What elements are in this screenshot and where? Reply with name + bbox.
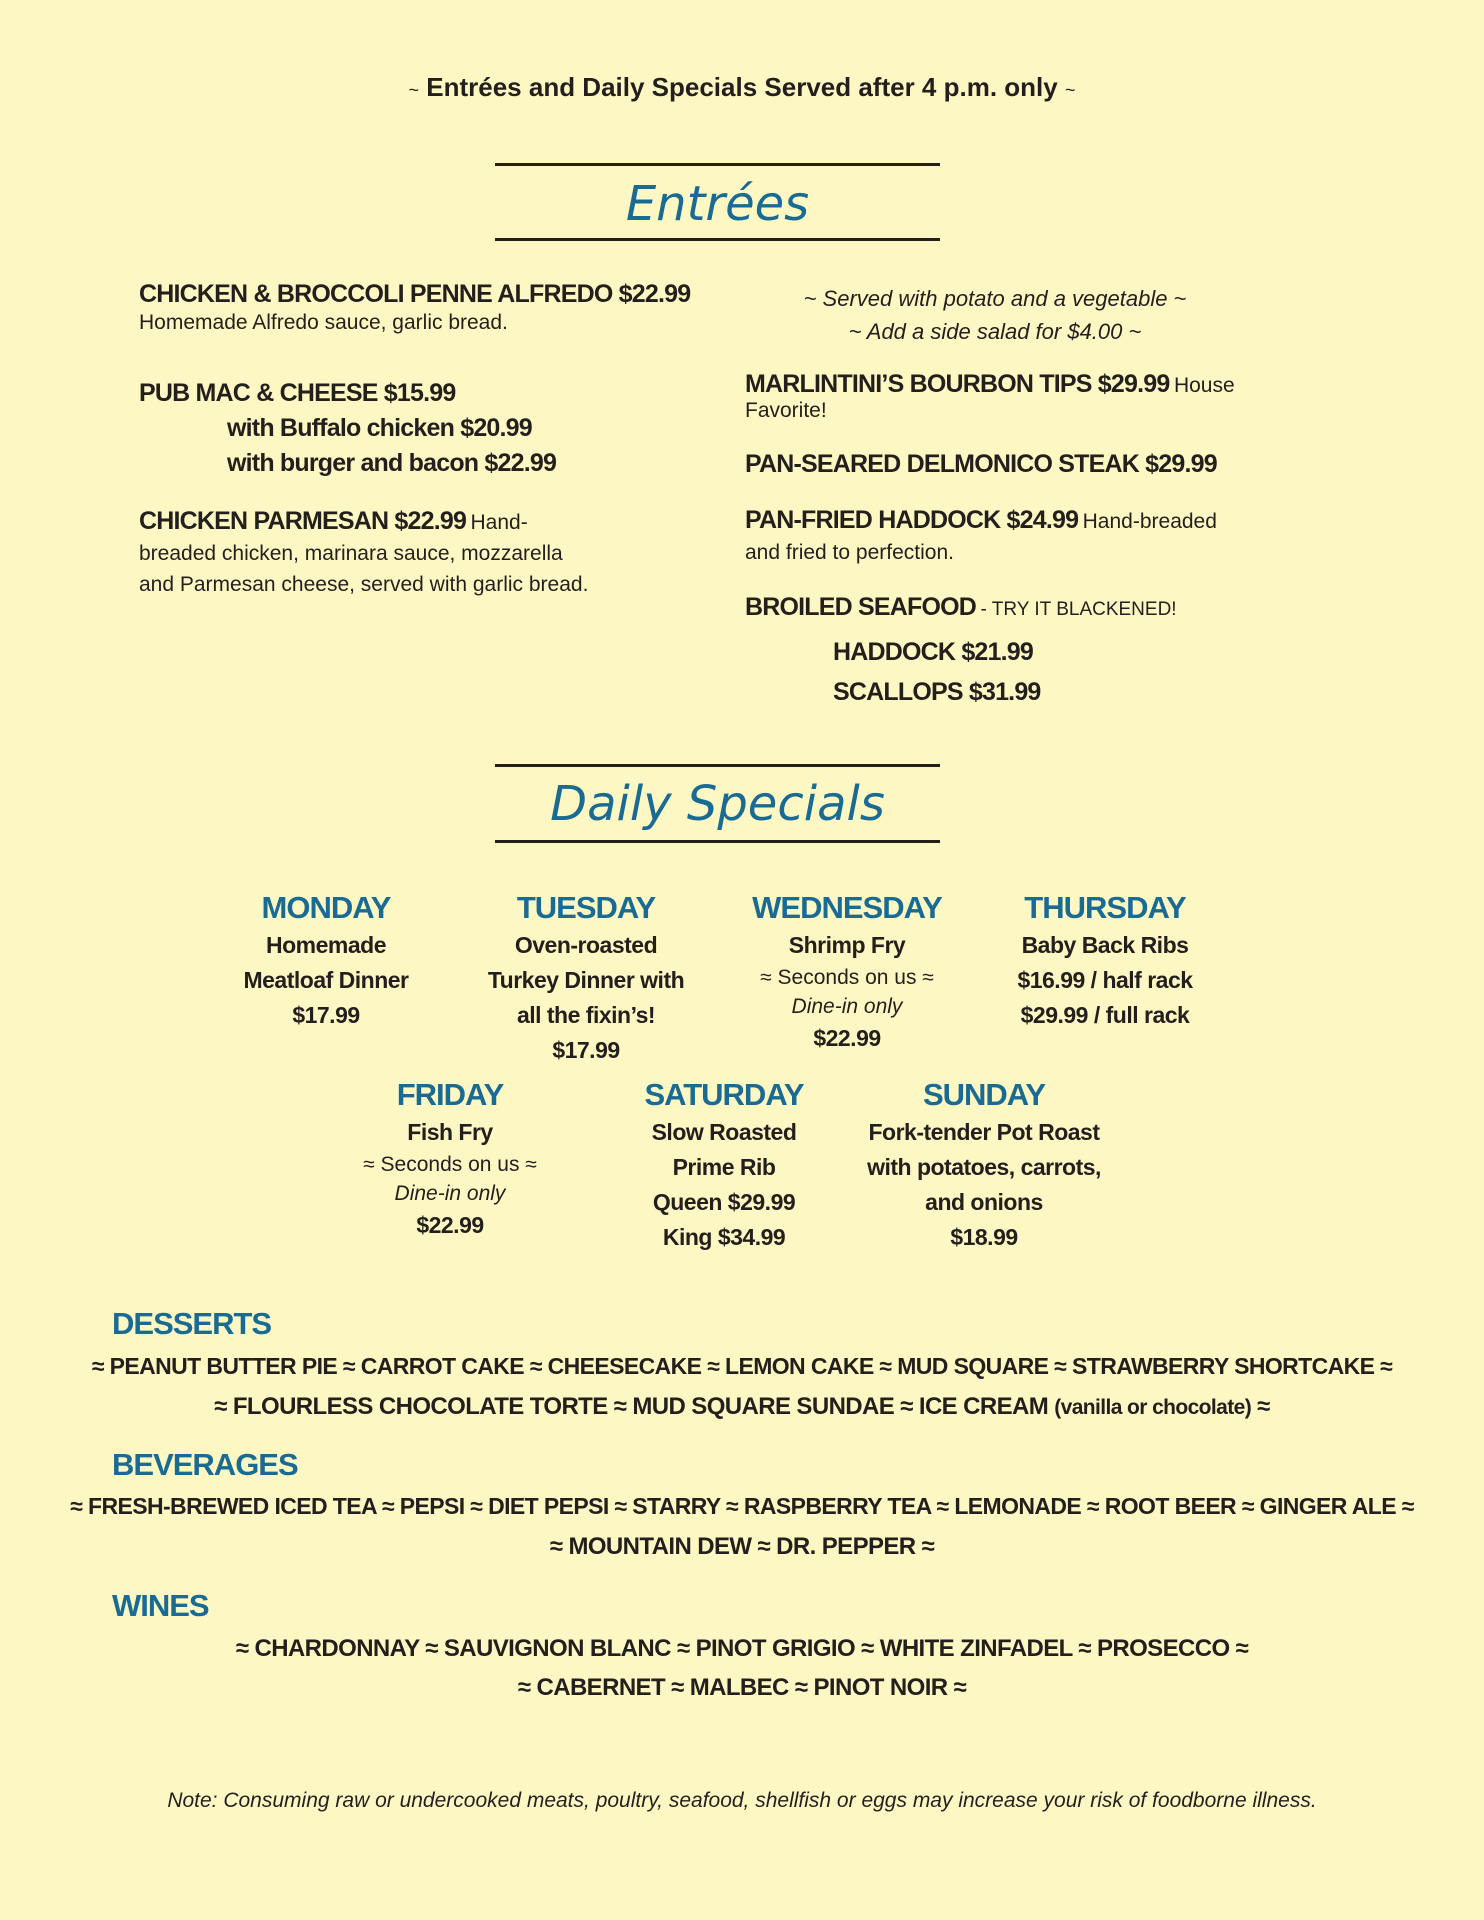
special-line: with potatoes, carrots, [867,1154,1101,1180]
special-price: $22.99 [813,1025,881,1051]
item-description: Hand-breaded and fried to perfection. [745,510,1217,564]
special-sunday [864,1075,1104,1255]
day-name: SATURDAY [644,1077,804,1112]
service-hours-notice [0,72,1484,103]
desserts-line-2-end: ≈ [1257,1393,1270,1420]
day-name: WEDNESDAY [752,890,942,925]
beverages-heading: BEVERAGES [112,1447,298,1482]
item-option: with burger and bacon $22.99 [227,449,557,477]
special-line: and onions [925,1189,1043,1215]
item-option: HADDOCK $21.99 [833,638,1033,666]
desserts-heading: DESSERTS [112,1306,272,1341]
special-line: Fish Fry [407,1119,493,1145]
served-with-line: ~ Served with potato and a vegetable ~ [803,286,1187,311]
special-line: Prime Rib [672,1154,776,1180]
desserts-line-2 [0,1393,1484,1421]
ice-cream-flavors: (vanilla or chocolate) [1054,1396,1252,1419]
wines-line-2: ≈ CABERNET ≈ MALBEC ≈ PINOT NOIR ≈ [517,1674,967,1701]
side-salad-line: ~ Add a side salad for $4.00 ~ [848,319,1142,344]
item-name: BROILED SEAFOOD [745,593,977,621]
special-line: Fork-tender Pot Roast [868,1119,1100,1145]
special-price: $17.99 [552,1037,620,1063]
special-line: Oven-roasted [514,932,658,958]
day-name: MONDAY [261,890,391,925]
special-price: $22.99 [416,1212,484,1238]
day-name: TUESDAY [516,890,656,925]
item-name: CHICKEN & BROCCOLI PENNE ALFREDO $22.99 [139,280,691,308]
special-saturday [619,1075,829,1255]
special-line: Baby Back Ribs [1021,932,1189,958]
special-line: Slow Roasted [651,1119,797,1145]
special-monday [221,888,431,1033]
special-line: $16.99 / half rack [1017,967,1193,993]
seconds-note: ≈ Seconds on us ≈ [363,1153,537,1176]
entrees-left-column [139,280,691,601]
entrees-rule-bottom [495,238,940,241]
dine-in-note: Dine-in only [394,1182,506,1205]
special-line: all the fixin’s! [516,1002,656,1028]
dine-in-note: Dine-in only [791,995,903,1018]
menu-item-bourbon-tips [745,370,1285,423]
item-option: with Buffalo chicken $20.99 [227,414,532,442]
special-tuesday [481,888,691,1068]
special-price: $17.99 [292,1002,360,1028]
item-name: CHICKEN PARMESAN $22.99 [139,507,467,535]
daily-specials-title: Daily Specials [550,776,885,832]
menu-item-pan-fried-haddock [745,506,1255,569]
service-hours-text: Entrées and Daily Specials Served after 4 p.m. only [426,72,1058,102]
tilde-left: ~ [408,80,420,100]
item-name: PAN-SEARED DELMONICO STEAK $29.99 [745,450,1217,478]
special-line: $29.99 / full rack [1020,1002,1190,1028]
item-name: PAN-FRIED HADDOCK $24.99 [745,506,1079,534]
entrees-served-with-note [745,282,1245,348]
menu-item-broiled-seafood [745,593,1285,712]
seconds-note: ≈ Seconds on us ≈ [760,966,934,989]
special-line: Turkey Dinner with [487,967,685,993]
desserts-line-1: ≈ PEANUT BUTTER PIE ≈ CARROT CAKE ≈ CHEESECAKE ≈ LEMON CAKE ≈ MUD SQUARE ≈ STRAWBERRY SHORTCAKE ≈ [91,1353,1393,1379]
specials-rule-top [495,764,940,767]
menu-item-chicken-parmesan [139,507,599,601]
tilde-right: ~ [1064,80,1076,100]
beverages-line-2: ≈ MOUNTAIN DEW ≈ DR. PEPPER ≈ [549,1533,935,1560]
item-description: House Favorite! [745,374,1235,422]
special-price: $18.99 [950,1224,1018,1250]
entrees-right-column [745,282,1285,712]
day-name: SUNDAY [922,1077,1046,1112]
day-name: THURSDAY [1024,890,1186,925]
item-name: PUB MAC & CHEESE $15.99 [139,379,456,407]
menu-item-mac-cheese [139,376,599,481]
special-line: Shrimp Fry [788,932,906,958]
entrees-rule-top [495,163,940,166]
item-name: MARLINTINI’S BOURBON TIPS $29.99 [745,370,1170,398]
special-wednesday [737,888,957,1056]
special-line: Homemade [266,932,386,958]
entrees-title: Entrées [625,176,810,232]
item-description: Hand-breaded chicken, marinara sauce, mozzarella and Parmesan cheese, served with garlic bread. [139,511,589,596]
menu-item-delmonico-steak [745,450,1285,479]
special-thursday [1000,888,1210,1033]
item-description: - TRY IT BLACKENED! [980,599,1177,620]
wines-line-1: ≈ CHARDONNAY ≈ SAUVIGNON BLANC ≈ PINOT GRIGIO ≈ WHITE ZINFADEL ≈ PROSECCO ≈ [235,1635,1249,1662]
special-line: King $34.99 [662,1224,786,1250]
item-option: SCALLOPS $31.99 [833,678,1041,706]
specials-rule-bottom [495,840,940,843]
menu-item-alfredo [139,280,691,335]
beverages-line-1: ≈ FRESH-BREWED ICED TEA ≈ PEPSI ≈ DIET PEPSI ≈ STARRY ≈ RASPBERRY TEA ≈ LEMONADE ≈ ROOT BEER ≈ GINGER ALE ≈ [70,1493,1414,1519]
special-line: Meatloaf Dinner [243,967,409,993]
day-name: FRIDAY [396,1077,504,1112]
wines-heading: WINES [112,1588,209,1623]
food-safety-note: Note: Consuming raw or undercooked meats, poultry, seafood, shellfish or eggs may increase your risk of foodborne illness. [167,1789,1317,1812]
desserts-line-2-items: ≈ FLOURLESS CHOCOLATE TORTE ≈ MUD SQUARE SUNDAE ≈ ICE CREAM [214,1393,1049,1420]
special-line: Queen $29.99 [652,1189,796,1215]
item-description: Homemade Alfredo sauce, garlic bread. [139,311,508,334]
special-friday [340,1075,560,1243]
